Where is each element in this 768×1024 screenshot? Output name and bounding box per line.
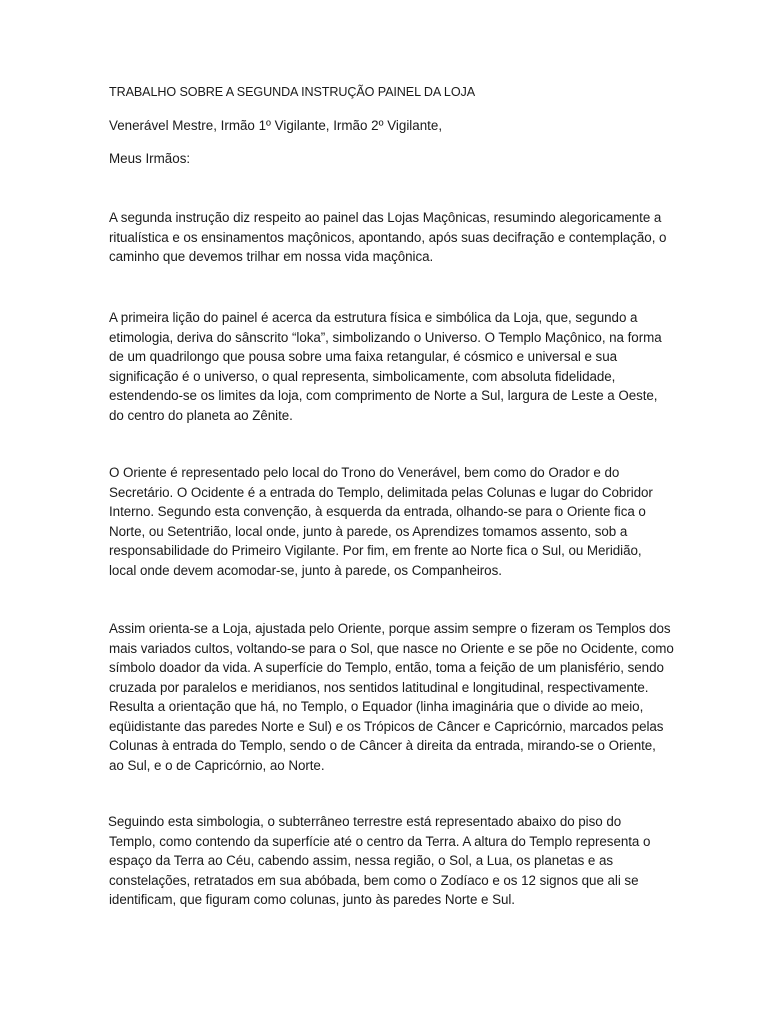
paragraph-line: cruzada por paralelos e meridianos, nos sentidos latitudinal e longitudinal, respectivamente. <box>109 679 649 695</box>
paragraph-line: responsabilidade do Primeiro Vigilante. Por fim, em frente ao Norte fica o Sul, ou Meridião, <box>109 543 642 558</box>
greeting-officers: Venerável Mestre, Irmão 1º Vigilante, Irmão 2º Vigilante, <box>109 118 443 133</box>
paragraph-line: Assim orienta-se a Loja, ajustada pelo Oriente, porque assim sempre o fizeram os Templos dos <box>109 621 671 636</box>
paragraph-line: Templo, como contendo da superfície até o centro da Terra. A altura do Templo representa o <box>109 833 651 849</box>
paragraph-painel-intro <box>109 208 667 267</box>
paragraph-line: Interno. Segundo esta convenção, à esquerda da entrada, olhando-se para o Oriente fica o <box>109 504 646 519</box>
paragraph-line: Norte, ou Setentrião, local onde, junto à parede, os Aprendizes tomamos assento, sob a <box>109 523 628 539</box>
paragraph-line: significação é o universo, o qual representa, simbolicamente, com absoluta fidelidade, <box>109 368 616 384</box>
paragraph-line: Colunas à entrada do Templo, sendo o de Câncer à direita da entrada, mirando-se o Oriente, <box>109 738 656 753</box>
paragraph-line: Seguindo esta simbologia, o subterrâneo terrestre está representado abaixo do piso do <box>108 814 622 829</box>
paragraph-line: espaço da Terra ao Céu, cabendo assim, nessa região, o Sol, a Lua, os planetas e as <box>109 853 614 868</box>
greeting-brothers: Meus Irmãos: <box>109 151 191 166</box>
paragraph-line: ao Sul, e o de Capricórnio, ao Norte. <box>109 757 325 773</box>
paragraph-line: símbolo doador da vida. A superfície do Templo, então, toma a feição de um planisfério, sendo <box>109 660 664 675</box>
paragraph-line: identificam, que figuram como colunas, junto às paredes Norte e Sul. <box>109 892 515 907</box>
paragraph-line: local onde devem acomodar-se, junto à parede, os Companheiros. <box>109 562 502 578</box>
paragraph-line: de um quadrilongo que pousa sobre uma faixa retangular, é cósmico e universal e sua <box>109 349 617 364</box>
paragraph-line: mais variados cultos, voltando-se para o Sol, que nasce no Oriente e se põe no Ocidente, como <box>109 640 674 656</box>
paragraph-line: constelações, retratados em sua abóbada, bem como o Zodíaco e os 12 signos que ali se <box>109 872 639 888</box>
paragraph-line: caminho que devemos trilhar em nossa vida maçônica. <box>109 249 434 264</box>
paragraph-simbologia-templo <box>109 812 661 910</box>
paragraph-oriente-ocidente <box>109 463 661 580</box>
paragraph-line: Resulta a orientação que há, no Templo, o Equador (linha imaginária que o divide ao meio, <box>109 699 644 714</box>
document-title: TRABALHO SOBRE A SEGUNDA INSTRUÇÃO PAINEL DA LOJA <box>109 85 476 99</box>
paragraph-orientacao-loja <box>109 619 674 775</box>
paragraph-estrutura-loja <box>109 308 661 425</box>
paragraph-line: A segunda instrução diz respeito ao painel das Lojas Maçônicas, resumindo alegoricamente a <box>109 210 662 225</box>
paragraph-line: A primeira lição do painel é acerca da estrutura física e simbólica da Loja, que, segundo a <box>109 310 638 325</box>
paragraph-line: ritualística e os ensinamentos maçônicos, apontando, após suas decifração e contemplação, o <box>109 229 667 245</box>
paragraph-line: eqüidistante das paredes Norte e Sul) e os Trópicos de Câncer e Capricórnio, marcados pelas <box>109 718 664 734</box>
paragraph-line: etimologia, deriva do sânscrito “loka”, simbolizando o Universo. O Templo Maçônico, na forma <box>109 329 662 345</box>
paragraph-line: do centro do planeta ao Zênite. <box>109 407 293 423</box>
paragraph-line: estendendo-se os limites da loja, com comprimento de Norte a Sul, largura de Leste a Oeste, <box>109 388 658 403</box>
paragraph-line: Secretário. O Ocidente é a entrada do Templo, delimitada pelas Colunas e lugar do Cobridor <box>109 484 653 500</box>
paragraph-line: O Oriente é representado pelo local do Trono do Venerável, bem como do Orador e do <box>109 465 620 480</box>
